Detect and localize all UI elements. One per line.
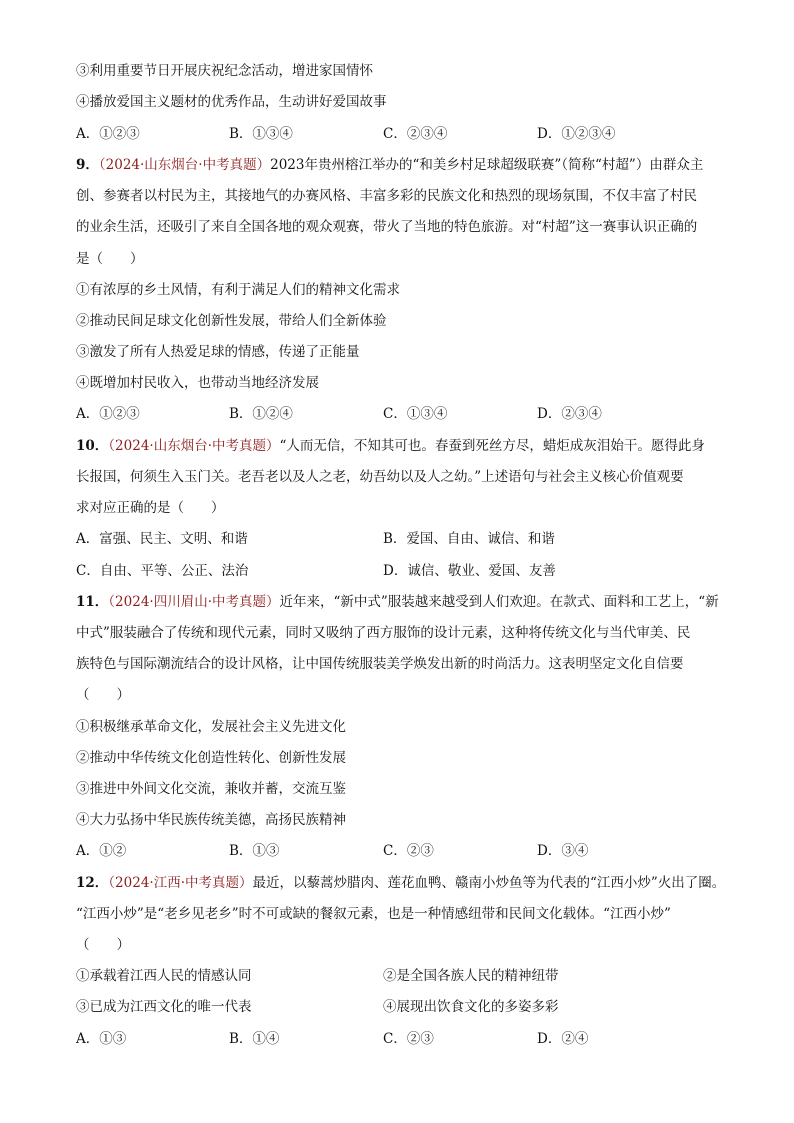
option-a: A．富强、民主、文明、和谐 bbox=[76, 531, 248, 547]
q12-item-4: ④展现出饮食文化的多姿多彩 bbox=[383, 999, 559, 1015]
q11-stem-line-2: 中式”服装融合了传统和现代元素，同时又吸纳了西方服饰的设计元素，这种将传统文化与当代审美、民 bbox=[76, 625, 691, 641]
prev-item-3: ③利用重要节日开展庆祝纪念活动，增进家国情怀 bbox=[76, 63, 373, 79]
option-b: B．①②④ bbox=[229, 406, 293, 422]
q9-stem-line-2: 创、参赛者以村民为主，其接地气的办赛风格、丰富多彩的民族文化和热烈的现场氛围，不仅丰富了村民 bbox=[76, 188, 697, 204]
q11-item-1: ①积极继承革命文化，发展社会主义先进文化 bbox=[76, 719, 346, 735]
question-source: 2024·四川眉山·中考真题 bbox=[115, 594, 266, 610]
option-a: A．①②③ bbox=[76, 406, 140, 422]
q12-items-row-1 bbox=[76, 967, 716, 985]
q11-item-4: ④大力弘扬中华民族传统美德，高扬民族精神 bbox=[76, 812, 346, 828]
option-d: D．②④ bbox=[537, 1031, 589, 1047]
option-d: D．③④ bbox=[537, 843, 589, 859]
q11-item-2: ②推动中华传统文化创造性转化、创新性发展 bbox=[76, 750, 346, 766]
option-b: B．爱国、自由、诚信、和谐 bbox=[383, 531, 555, 547]
q11-options bbox=[76, 842, 716, 860]
question-source: 2024·山东烟台·中考真题 bbox=[105, 157, 257, 173]
option-c: C．①③④ bbox=[383, 406, 448, 422]
q9-stem-line-1: 9．（2024·山东烟台·中考真题）2023年贵州榕江举办的“和美乡村足球超级联赛”（简称“村超”）由群众主 bbox=[76, 157, 704, 173]
option-b: B．①③ bbox=[229, 843, 280, 859]
option-c: C．②③④ bbox=[383, 126, 448, 142]
q12-item-1: ①承载着江西人民的情感认同 bbox=[76, 968, 252, 984]
option-b: B．①④ bbox=[229, 1031, 280, 1047]
option-c: C．②③ bbox=[383, 1031, 434, 1047]
option-c: C．自由、平等、公正、法治 bbox=[76, 563, 249, 579]
option-d: D．诚信、敬业、爱国、友善 bbox=[383, 563, 556, 579]
q9-item-1: ①有浓厚的乡土风情，有利于满足人们的精神文化需求 bbox=[76, 282, 400, 298]
q12-stem-line-2: “江西小炒”是“老乡见老乡”时不可或缺的餐叙元素，也是一种情感纽带和民间文化载体。“江西小炒” bbox=[76, 906, 671, 922]
q12-stem-line-3: （ ） bbox=[76, 937, 130, 953]
question-number: 12． bbox=[76, 875, 109, 891]
option-a: A．①② bbox=[76, 843, 127, 859]
question-source: 2024·山东烟台·中考真题 bbox=[115, 438, 266, 454]
question-number: 9． bbox=[76, 157, 99, 173]
q11-stem-line-3: 族特色与国际潮流结合的设计风格，让中国传统服装美学焕发出新的时尚活力。这表明坚定文化自信要 bbox=[76, 656, 684, 672]
q9-item-2: ②推动民间足球文化创新性发展，带给人们全新体验 bbox=[76, 313, 387, 329]
q10-options-row-2 bbox=[76, 562, 716, 580]
option-b: B．①③④ bbox=[229, 126, 293, 142]
q10-stem-line-3: 求对应正确的是（ ） bbox=[76, 500, 225, 516]
question-number: 11． bbox=[76, 594, 109, 610]
option-c: C．②③ bbox=[383, 843, 434, 859]
q11-stem-line-1: 11．（2024·四川眉山·中考真题）近年来，“新中式”服装越来越受到人们欢迎。在款式、面料和工艺上，“新 bbox=[76, 594, 719, 610]
q12-items-row-2 bbox=[76, 998, 716, 1016]
q12-item-3: ③已成为江西文化的唯一代表 bbox=[76, 999, 252, 1015]
q9-stem-line-3: 的业余生活，还吸引了来自全国各地的观众观赛，带火了当地的特色旅游。对“村超”这一赛事认识正确的 bbox=[76, 219, 698, 235]
option-a: A．①③ bbox=[76, 1031, 127, 1047]
option-d: D．②③④ bbox=[537, 406, 602, 422]
q12-item-2: ②是全国各族人民的精神纽带 bbox=[383, 968, 559, 984]
prev-item-4: ④播放爱国主义题材的优秀作品，生动讲好爱国故事 bbox=[76, 94, 387, 110]
q11-stem-line-4: （ ） bbox=[76, 687, 130, 703]
q11-item-3: ③推进中外间文化交流，兼收并蓄，交流互鉴 bbox=[76, 781, 346, 797]
prev-options bbox=[76, 125, 716, 143]
q10-stem-line-1: 10．（2024·山东烟台·中考真题）“人而无信，不知其可也。春蚕到死丝方尽，蜡炬成灰泪始干。愿得此身 bbox=[76, 438, 705, 454]
option-a: A．①②③ bbox=[76, 126, 140, 142]
question-number: 10． bbox=[76, 438, 109, 454]
q9-options bbox=[76, 405, 716, 423]
option-d: D．①②③④ bbox=[537, 126, 616, 142]
q9-item-4: ④既增加村民收入，也带动当地经济发展 bbox=[76, 375, 319, 391]
q12-options bbox=[76, 1030, 716, 1048]
question-source: 2024·江西·中考真题 bbox=[115, 875, 239, 891]
q9-stem-line-4: 是（ ） bbox=[76, 251, 144, 267]
q10-stem-line-2: 长报国，何须生入玉门关。老吾老以及人之老，幼吾幼以及人之幼。”上述语句与社会主义核心价值观要 bbox=[76, 469, 684, 485]
q10-options-row-1 bbox=[76, 530, 716, 548]
q9-item-3: ③激发了所有人热爱足球的情感，传递了正能量 bbox=[76, 344, 360, 360]
q12-stem-line-1: 12．（2024·江西·中考真题）最近，以藜蒿炒腊肉、莲花血鸭、赣南小炒鱼等为代表的“江西小炒”火出了圈。 bbox=[76, 875, 726, 891]
